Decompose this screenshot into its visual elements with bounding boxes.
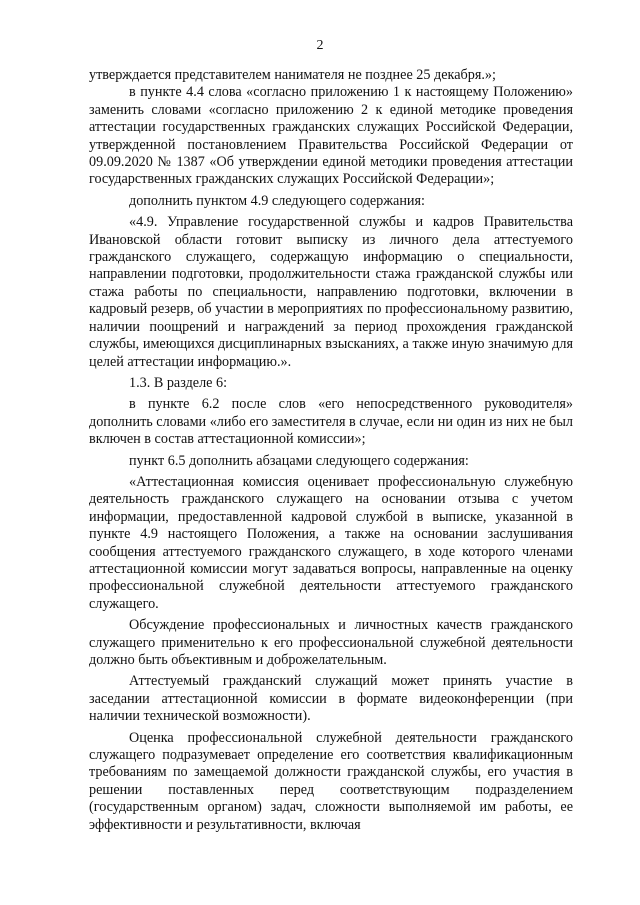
document-body	[89, 67, 573, 834]
paragraph-commission-assessment: «Аттестационная комиссия оценивает профессиональную служебную деятельность гражданского служащего на основании отзыва с учетом информации, предоставленной кадровой службой в выписке, указанной в пункте 4.9 настоящего Положения, а также на основании заслушивания сообщения аттестуемого гражданского служащего, в ходе которого членами аттестационной комиссии могут задаваться вопросы, направленные на оценку профессиональной служебной деятельности аттестуемого гражданского служащего.	[89, 473, 573, 612]
paragraph-evaluation: Оценка профессиональной служебной деятельности гражданского служащего подразумевает определение его соответствия квалификационным требованиям по замещаемой должности гражданской службы, его участия в решении поставленных перед соответствующим подразделением (государственным органом) задач, сложности выполняемой им работы, ее эффективности и результативности, включая	[89, 729, 573, 833]
paragraph-discussion: Обсуждение профессиональных и личностных качеств гражданского служащего применительно к его профессиональной служебной деятельности должно быть объективным и доброжелательным.	[89, 617, 573, 668]
paragraph-point-4-9: «4.9. Управление государственной службы и кадров Правительства Ивановской области готовит выписку из личного дела аттестуемого гражданского служащего, содержащую информацию о специальности, направлении подготовки, продолжительности стажа гражданской службы или стажа работы по специальности, направлению подготовки, включении в кадровый резерв, об участии в мероприятиях по профессиональному развитию, наличии поощрений и награждений за период прохождения гражданской службы, имеющихся дисциплинарных взысканиях, а также иную значимую для целей аттестации информацию.».	[89, 214, 573, 370]
paragraph-section-6-heading: 1.3. В разделе 6:	[129, 374, 228, 391]
paragraph-point-6-2: в пункте 6.2 после слов «его непосредственного руководителя» дополнить словами «либо его заместителя в случае, если ни один из них не был включен в состав аттестационной комиссии»;	[89, 396, 573, 448]
paragraph-videoconference: Аттестуемый гражданский служащий может принять участие в заседании аттестационной комиссии в формате видеоконференции (при наличии технической возможности).	[89, 673, 573, 725]
paragraph-point-6-5-intro: пункт 6.5 дополнить абзацами следующего содержания:	[129, 452, 469, 469]
paragraph-continuation: утверждается представителем нанимателя не позднее 25 декабря.»;	[89, 67, 496, 83]
paragraph-point-4-4: в пункте 4.4 слова «согласно приложению 1 к настоящему Положению» заменить словами «согласно приложению 2 к единой методике проведения аттестации государственных гражданских служащих Российской Федерации, утвержденной постановлением Правительства Российской Федерации от 09.09.2020 № 1387 «Об утверждении единой методики проведения аттестации государственных гражданских служащих Российской Федерации»;	[89, 84, 573, 188]
paragraph-add-4-9-intro: дополнить пунктом 4.9 следующего содержания:	[129, 192, 425, 209]
page-number: 2	[316, 38, 324, 53]
